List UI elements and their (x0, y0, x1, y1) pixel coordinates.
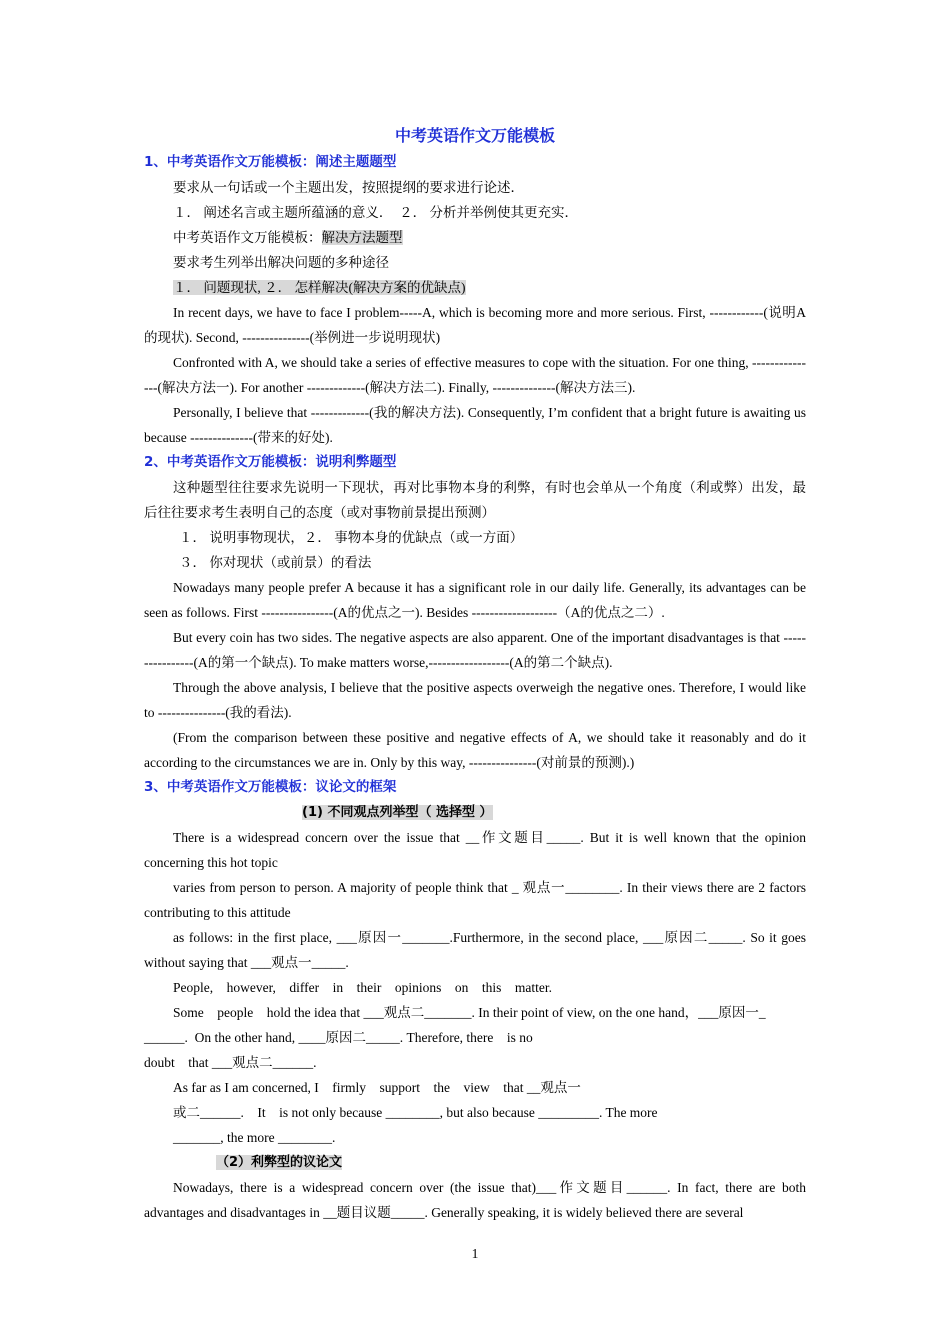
template-paragraph: Through the above analysis, I believe that the positive aspects overweigh the negative ones. Therefore, I would like to ---------------(我的看法). (144, 680, 810, 720)
template-line: As far as I am concerned, I firmly support the view that __观点一 (173, 1080, 581, 1095)
page-title: 中考英语作文万能模板 (394, 126, 555, 145)
template-line: Some people hold the idea that ___观点二_______. In their point of view, on the one hand，___原因一_ (173, 1005, 766, 1020)
subtype-highlight: 解决方法题型 (321, 230, 403, 245)
template-line: ______. On the other hand, ____原因二_____. Therefore, there is no (144, 1030, 533, 1045)
section-3-heading: 3、中考英语作文万能模板：议论文的框架 (144, 779, 397, 795)
outline-line (144, 275, 806, 300)
subsection-heading (144, 800, 806, 825)
template-paragraph: (From the comparison between these positive and negative effects of A, we should take it reasonably and do it according to the circumstances we are in. Only by this way, ---------------(对前景的预测).) (144, 730, 810, 770)
template-line: People, however, differ in their opinions on this matter. (173, 980, 553, 995)
document-page (144, 122, 810, 1225)
outline-line: ３． 你对现状（或前景）的看法 (179, 555, 372, 570)
section-2-heading: 2、中考英语作文万能模板：说明利弊题型 (144, 454, 397, 470)
subsection-1-label: (1) 不同观点列举型（ 选择型 ） (302, 805, 493, 820)
template-paragraph: Personally, I believe that -------------(我的解决方法). Consequently, I’m confident that a bright future is awaiting us because --------------(带来的好处). (144, 405, 810, 445)
template-line: doubt that ___观点二______. (144, 1055, 317, 1070)
subsection-heading (144, 1150, 806, 1175)
template-paragraph: But every coin has two sides. The negative aspects are also apparent. One of the important disadvantages is that ----------------(A的第一个缺点). To make matters worse,------------------(A的第二个缺点). (144, 630, 806, 670)
section-1-heading: 1、中考英语作文万能模板：阐述主题题型 (144, 154, 397, 170)
outline-highlight: １． 问题现状, ２． 怎样解决(解决方案的优缺点) (173, 280, 466, 295)
template-line: _______, the more ________. (173, 1130, 336, 1145)
template-paragraph: Confronted with A, we should take a series of effective measures to cope with the situation. For one thing, ---------------(解决方法一). For another -------------(解决方法二). Finally, --------------(解决方法三). (144, 355, 806, 395)
page-number: 1 (471, 1246, 479, 1261)
template-paragraph: In recent days, we have to face I problem-----A, which is becoming more and more serious. First, ------------(说明A的现状). Second, ---------------(举例进一步说明现状) (144, 305, 806, 345)
paragraph: 这种题型往往要求先说明一下现状，再对比事物本身的利弊，有时也会单从一个角度（利或弊）出发，最后往往要求考生表明自己的态度（或对事物前景提出预测） (144, 480, 806, 520)
subsection-2-label: （2）利弊型的议论文 (216, 1155, 343, 1170)
subtype-label (144, 225, 806, 250)
template-paragraph: Nowadays many people prefer A because it has a significant role in our daily life. Generally, its advantages can be seen as follows. First ----------------(A的优点之一). Besides -------------------（A的优点之二）. (144, 580, 810, 620)
template-paragraph: There is a widespread concern over the issue that __作文题目_____. But it is well known that the opinion concerning this hot topic (144, 830, 810, 870)
template-paragraph: varies from person to person. A majority of people think that _ 观点一________. In their views there are 2 factors contributing to this attitude (144, 880, 810, 920)
outline-line: １． 说明事物现状，２． 事物本身的优缺点（或一方面） (179, 530, 524, 545)
template-paragraph: Nowadays, there is a widespread concern over (the issue that)___作文题目______. In fact, there are both advantages and disadvantages in __题目议题_____. Generally speaking, it is widely believed there are several (144, 1180, 810, 1220)
paragraph: 要求从一句话或一个主题出发，按照提纲的要求进行论述． (173, 180, 524, 195)
paragraph: 要求考生列举出解决问题的多种途径 (173, 255, 389, 270)
template-line: 或二______. It is not only because ________, but also because _________. The more (173, 1105, 658, 1120)
subtype-prefix: 中考英语作文万能模板： (173, 230, 322, 245)
template-paragraph: as follows: in the first place, ___原因一_______.Furthermore, in the second place, ___原因二_____. So it goes without saying that ___观点一_____. (144, 930, 810, 970)
outline-line: １． 阐述名言或主题所蕴涵的意义． ２． 分析并举例使其更充实． (173, 205, 578, 220)
